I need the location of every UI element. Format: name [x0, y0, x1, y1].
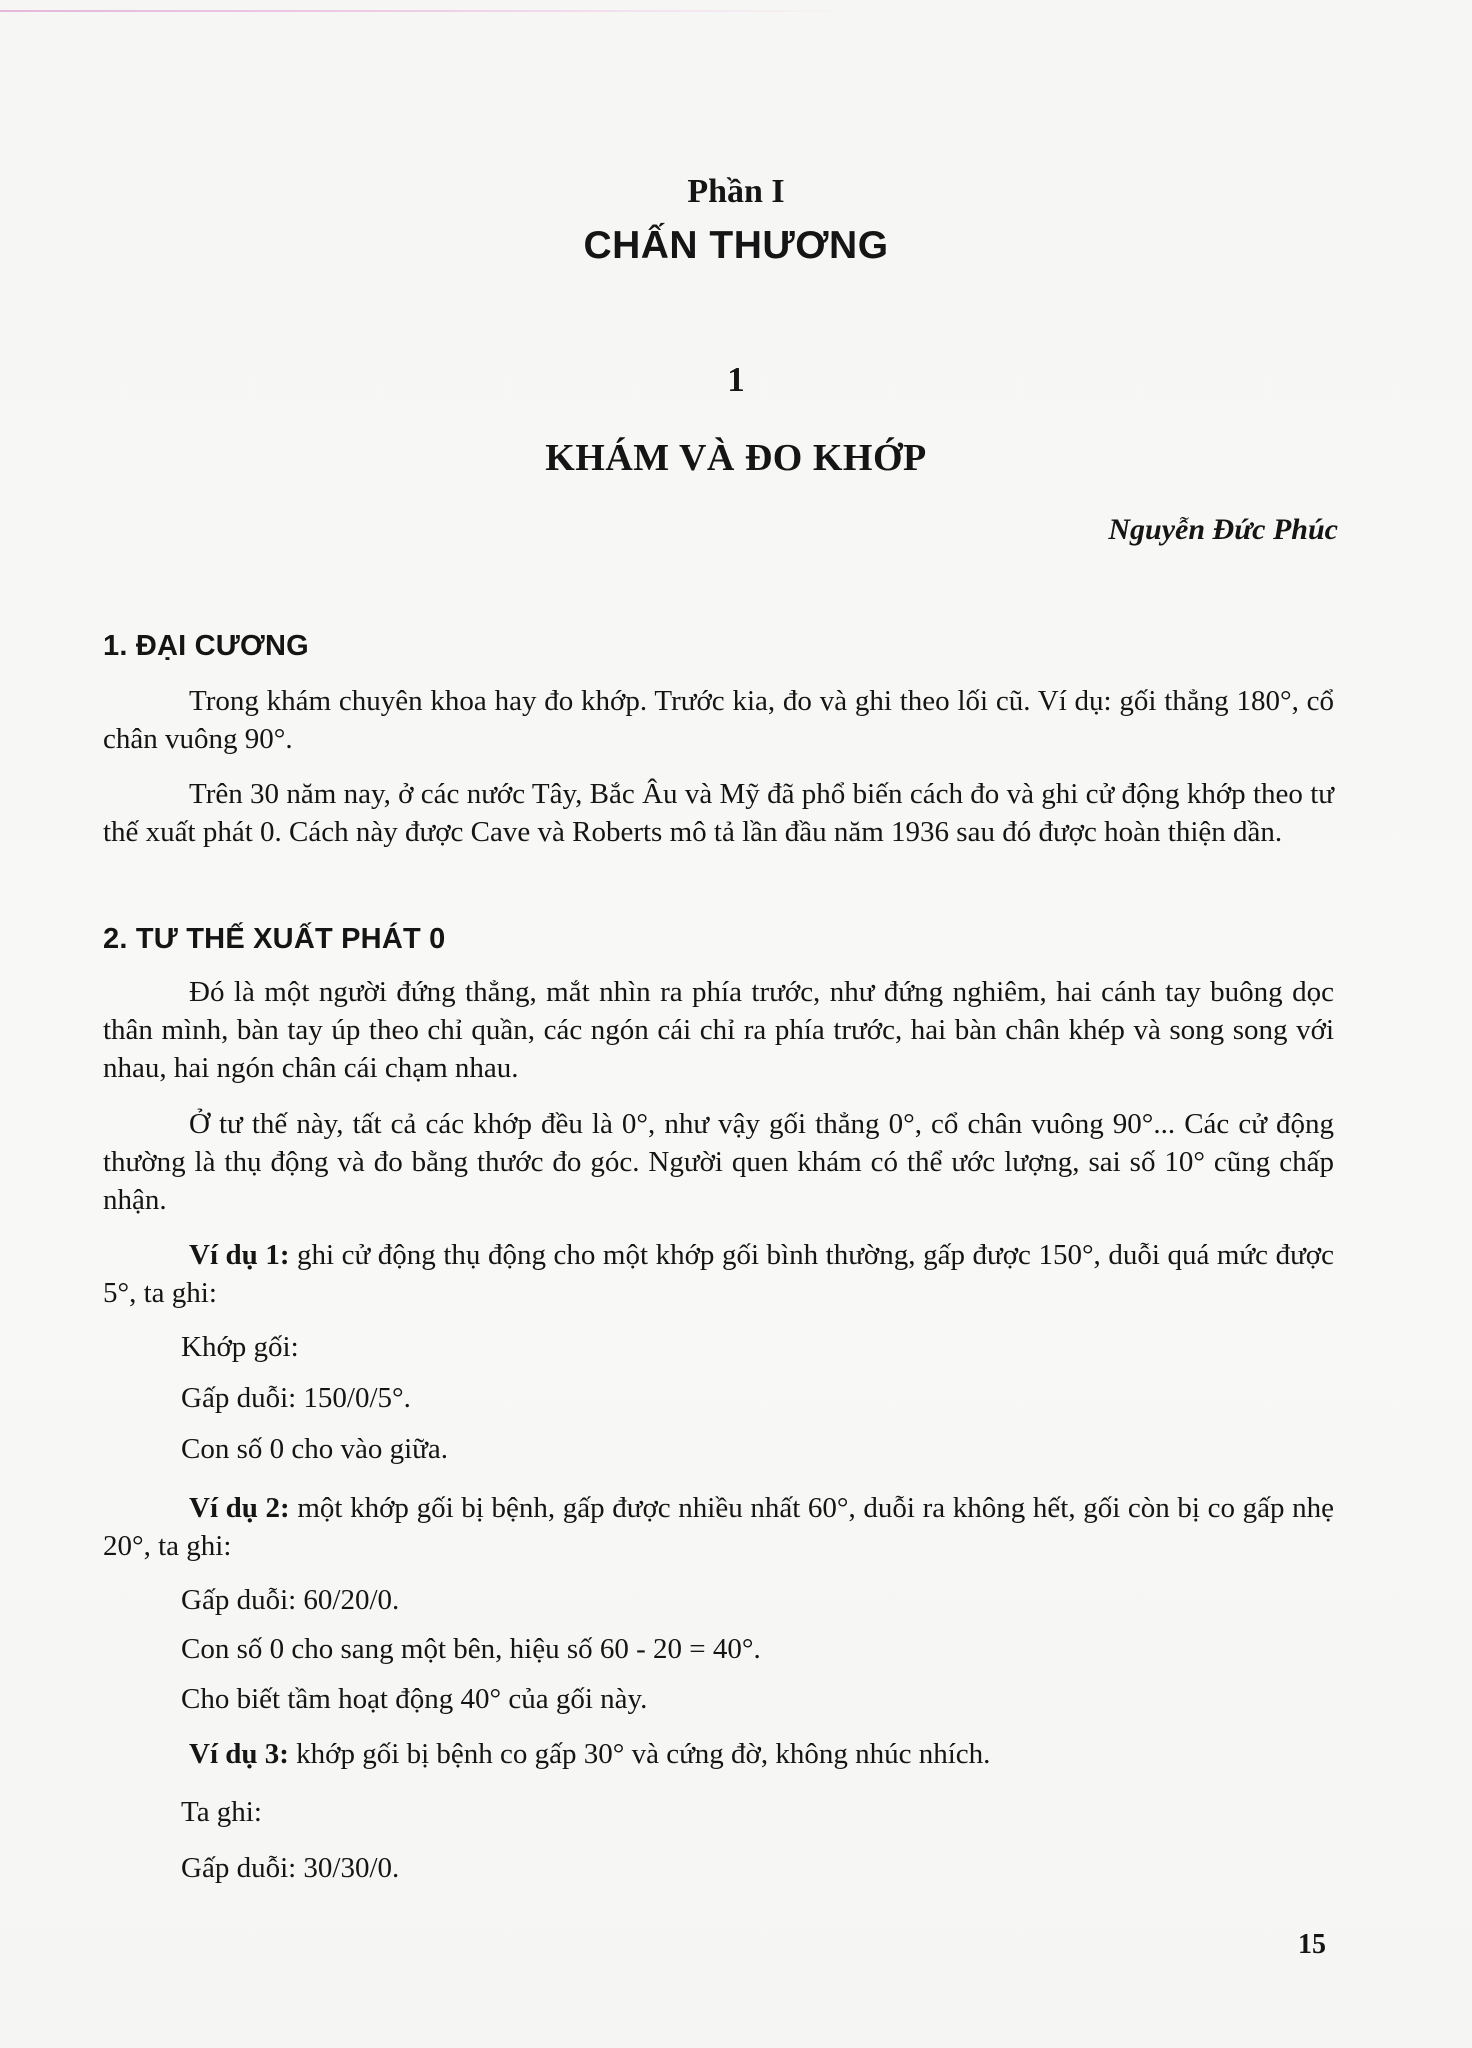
chapter-number: 1 [727, 360, 745, 399]
example-3-paragraph [103, 1735, 1334, 1773]
section-heading-starting-position: 2. TƯ THẾ XUẤT PHÁT 0 [103, 923, 446, 955]
scan-top-edge-line [0, 10, 880, 12]
part-title: CHẤN THƯƠNG [583, 224, 889, 267]
example-1-line-2: Gấp duỗi: 150/0/5°. [181, 1382, 411, 1414]
starting-position-paragraph-2: Ở tư thế này, tất cả các khớp đều là 0°, như vậy gối thẳng 0°, cổ chân vuông 90°... Các cử động thường là thụ động và đo bằng thước đo góc. Người quen khám có thể ước lượng, sai số 10° cũng chấp nhận. [103, 1108, 1334, 1216]
general-paragraph-2: Trên 30 năm nay, ở các nước Tây, Bắc Âu và Mỹ đã phổ biến cách đo và ghi cử động khớp theo tư thế xuất phát 0. Cách này được Cave và Roberts mô tả lần đầu năm 1936 sau đó được hoàn thiện dần. [103, 778, 1334, 848]
chapter-title: KHÁM VÀ ĐO KHỚP [545, 437, 927, 479]
example-1-text: ghi cử động thụ động cho một khớp gối bình thường, gấp được 150°, duỗi quá mức được 5°, ta ghi: [103, 1239, 1334, 1309]
example-2-paragraph [103, 1489, 1334, 1565]
example-2-line-1: Gấp duỗi: 60/20/0. [181, 1584, 400, 1616]
example-2-line-2: Con số 0 cho sang một bên, hiệu số 60 - 20 = 40°. [181, 1633, 761, 1665]
section-heading-general: 1. ĐẠI CƯƠNG [103, 630, 309, 662]
part-label: Phần I [687, 173, 785, 210]
example-1-line-3: Con số 0 cho vào giữa. [181, 1433, 449, 1465]
example-3-text: khớp gối bị bệnh co gấp 30° và cứng đờ, không nhúc nhích. [288, 1738, 991, 1770]
example-2-text: một khớp gối bị bệnh, gấp được nhiều nhất 60°, duỗi ra không hết, gối còn bị co gấp nhẹ 20°, ta ghi: [103, 1492, 1334, 1562]
example-1-label: Ví dụ 1: [189, 1239, 290, 1271]
example-1-line-1: Khớp gối: [181, 1331, 299, 1363]
example-2-label: Ví dụ 2: [189, 1492, 290, 1524]
example-3-line-1: Ta ghi: [181, 1796, 262, 1828]
starting-position-paragraph-1: Đó là một người đứng thẳng, mắt nhìn ra phía trước, như đứng nghiêm, hai cánh tay buông dọc thân mình, bàn tay úp theo chỉ quần, các ngón cái chỉ ra phía trước, hai bàn chân khép và song song với nhau, hai ngón chân cái chạm nhau. [103, 976, 1334, 1084]
example-3-line-2: Gấp duỗi: 30/30/0. [181, 1852, 400, 1884]
author-name: Nguyễn Đức Phúc [1108, 513, 1338, 546]
example-3-label: Ví dụ 3: [189, 1738, 289, 1770]
example-1-paragraph [103, 1236, 1334, 1312]
general-paragraph-1: Trong khám chuyên khoa hay đo khớp. Trước kia, đo và ghi theo lối cũ. Ví dụ: gối thẳng 180°, cổ chân vuông 90°. [103, 685, 1334, 755]
example-2-line-3: Cho biết tầm hoạt động 40° của gối này. [181, 1683, 648, 1715]
page-number: 15 [1298, 1929, 1326, 1960]
